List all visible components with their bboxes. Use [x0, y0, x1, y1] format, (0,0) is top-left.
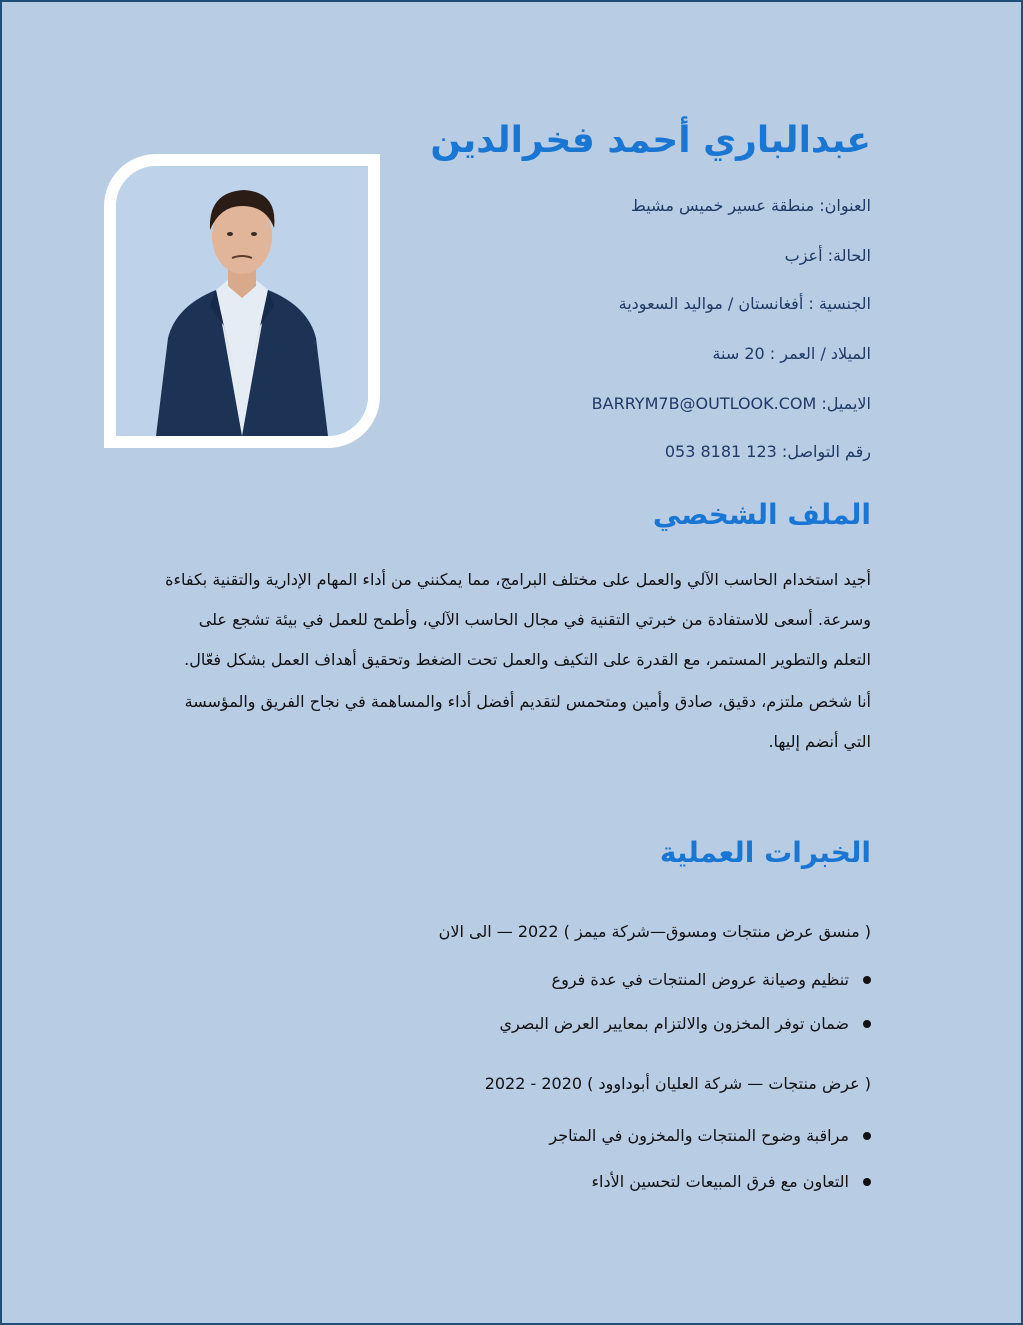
- profile-paragraph-1: أجيد استخدام الحاسب الآلي والعمل على مختلف البرامج، مما يمكنني من أداء المهام الإدارية والتقنية بكفاءة وسرعة. أسعى للاستفادة من خبرتي التقنية في مجال الحاسب الآلي، وأطمح للعمل في بيئة تشجع على التعلم والتطوير المستمر، مع القدرة على التكيف والعمل تحت الضغط وتحقيق أهداف العمل بشكل فعّال.: [165, 570, 871, 669]
- job-2-bullet-1: [549, 1126, 871, 1145]
- bullet-dot-icon: [863, 1178, 871, 1186]
- experience-section-title: الخبرات العملية: [659, 836, 871, 869]
- address-line: العنوان: منطقة عسير خميس مشيط: [631, 196, 871, 215]
- profile-photo: [116, 166, 368, 436]
- bullet-text: تنظيم وصيانة عروض المنتجات في عدة فروع: [551, 970, 849, 989]
- job-header-1: ( منسق عرض منتجات ومسوق—شركة ميمز ) 2022 — الى الان: [438, 922, 871, 941]
- bullet-text: ضمان توفر المخزون والالتزام بمعايير العرض البصري: [499, 1014, 849, 1033]
- status-line: الحالة: أعزب: [784, 246, 871, 265]
- bullet-text: التعاون مع فرق المبيعات لتحسين الأداء: [591, 1172, 849, 1191]
- phone-line[interactable]: رقم التواصل: 123 8181 053: [664, 442, 871, 461]
- profile-text: [161, 560, 871, 762]
- job-header-2: ( عرض منتجات — شركة العليان أبوداوود ) 2020 - 2022: [484, 1074, 871, 1093]
- bullet-dot-icon: [863, 976, 871, 984]
- job-1-bullet-1: [552, 970, 871, 989]
- full-name: عبدالباري أحمد فخرالدين: [430, 120, 871, 161]
- photo-frame: [104, 154, 380, 448]
- nationality-line: الجنسية : أفغانستان / مواليد السعودية: [618, 294, 871, 313]
- bullet-dot-icon: [863, 1020, 871, 1028]
- job-2-bullet-2: [592, 1172, 871, 1191]
- job-1-bullet-2: [499, 1014, 871, 1033]
- bullet-dot-icon: [863, 1132, 871, 1140]
- profile-section-title: الملف الشخصي: [652, 498, 871, 531]
- person-illustration: [116, 166, 368, 436]
- bullet-text: مراقبة وضوح المنتجات والمخزون في المتاجر: [549, 1126, 849, 1145]
- birth-line: الميلاد / العمر : 20 سنة: [712, 344, 871, 363]
- profile-paragraph-2: أنا شخص ملتزم، دقيق، صادق وأمين ومتحمس لتقديم أفضل أداء والمساهمة في نجاح الفريق والمؤسسة التي أنضم إليها.: [184, 692, 871, 751]
- email-line[interactable]: الايميل: BARRYM7B@OUTLOOK.COM: [591, 394, 871, 413]
